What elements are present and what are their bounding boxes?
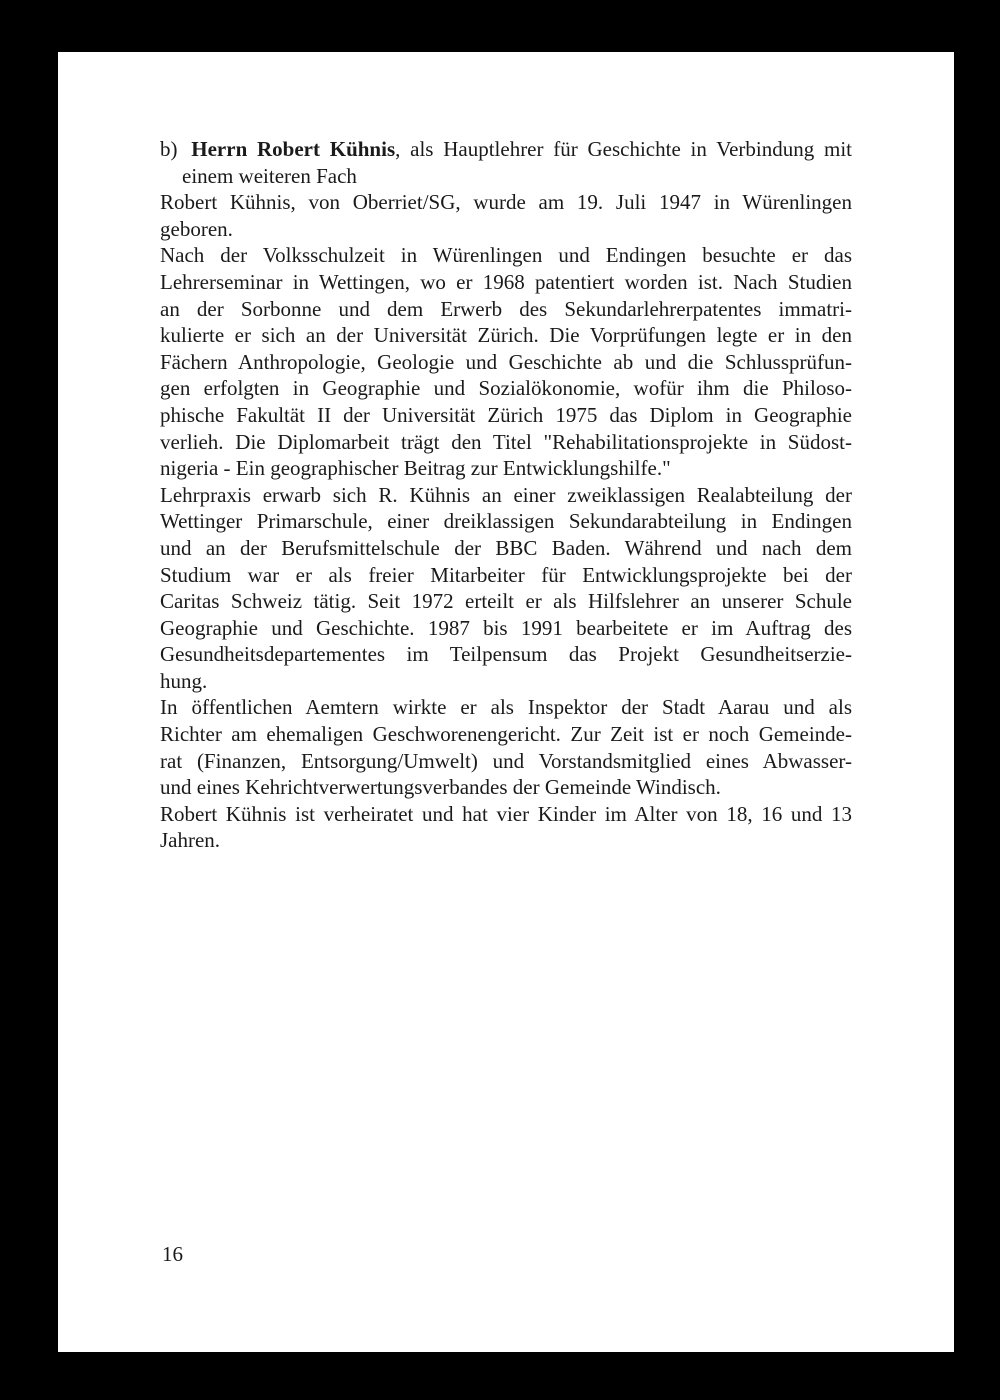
text-line: rat (Finanzen, Entsorgung/Umwelt) und Vorstandsmitglied eines Abwasser- (160, 748, 852, 773)
text-line: Robert Kühnis ist verheiratet und hat vier Kinder im Alter von 18, 16 und 13 (160, 801, 852, 826)
text-line: und an der Berufsmittelschule der BBC Baden. Während und nach dem (160, 535, 852, 560)
paragraph-lines (160, 189, 852, 854)
section-heading-rest: , als Hauptlehrer für Geschichte in Verbindung mit (395, 137, 853, 161)
text-line: und eines Kehrichtverwertungsverbandes der Gemeinde Windisch. (160, 775, 721, 800)
text-line: Geographie und Geschichte. 1987 bis 1991 bearbeitete er im Auftrag des (160, 615, 852, 640)
text-line: Robert Kühnis, von Oberriet/SG, wurde am 19. Juli 1947 in Würenlingen (160, 190, 852, 215)
text-line: kulierte er sich an der Universität Zürich. Die Vorprüfungen legte er in den (160, 323, 852, 348)
text-line: verlieh. Die Diplomarbeit trägt den Titel "Rehabilitationsprojekte in Südost- (160, 429, 852, 454)
text-line: In öffentlichen Aemtern wirkte er als Inspektor der Stadt Aarau und als (160, 695, 852, 720)
text-line: Lehrpraxis erwarb sich R. Kühnis an einer zweiklassigen Realabteilung der (160, 482, 852, 507)
text-line: nigeria - Ein geographischer Beitrag zur Entwicklungshilfe." (160, 456, 671, 481)
text-line: Richter am ehemaligen Geschworenengericht. Zur Zeit ist er noch Gemeinde- (160, 722, 852, 747)
section-heading-continuation: einem weiteren Fach (182, 163, 357, 188)
text-line: Gesundheitsdepartementes im Teilpensum das Projekt Gesundheitserzie- (160, 642, 852, 667)
text-line: Wettinger Primarschule, einer dreiklassigen Sekundarabteilung in Endingen (160, 509, 852, 534)
text-line: Nach der Volksschulzeit in Würenlingen und Endingen besuchte er das (160, 243, 852, 268)
section-heading-line (160, 136, 852, 163)
person-name: Herrn Robert Kühnis (191, 137, 396, 161)
text-line: Caritas Schweiz tätig. Seit 1972 erteilt er als Hilfslehrer an unserer Schule (160, 589, 852, 614)
section-label: b) (160, 137, 178, 161)
text-line: geboren. (160, 216, 233, 241)
text-line: phische Fakultät II der Universität Zürich 1975 das Diplom in Geographie (160, 402, 852, 427)
document-page (58, 52, 954, 1352)
text-line: Fächern Anthropologie, Geologie und Geschichte ab und die Schlussprüfun- (160, 349, 852, 374)
text-line: Studium war er als freier Mitarbeiter für Entwicklungsprojekte bei der (160, 562, 852, 587)
text-line: Lehrerseminar in Wettingen, wo er 1968 patentiert worden ist. Nach Studien (160, 269, 852, 294)
text-line: an der Sorbonne und dem Erwerb des Sekundarlehrerpatentes immatri- (160, 296, 852, 321)
text-line: hung. (160, 668, 208, 693)
text-line: Jahren. (160, 828, 221, 853)
page-number: 16 (162, 1242, 183, 1266)
text-line: gen erfolgten in Geographie und Sozialökonomie, wofür ihm die Philoso- (160, 376, 852, 401)
body-text (160, 136, 852, 854)
